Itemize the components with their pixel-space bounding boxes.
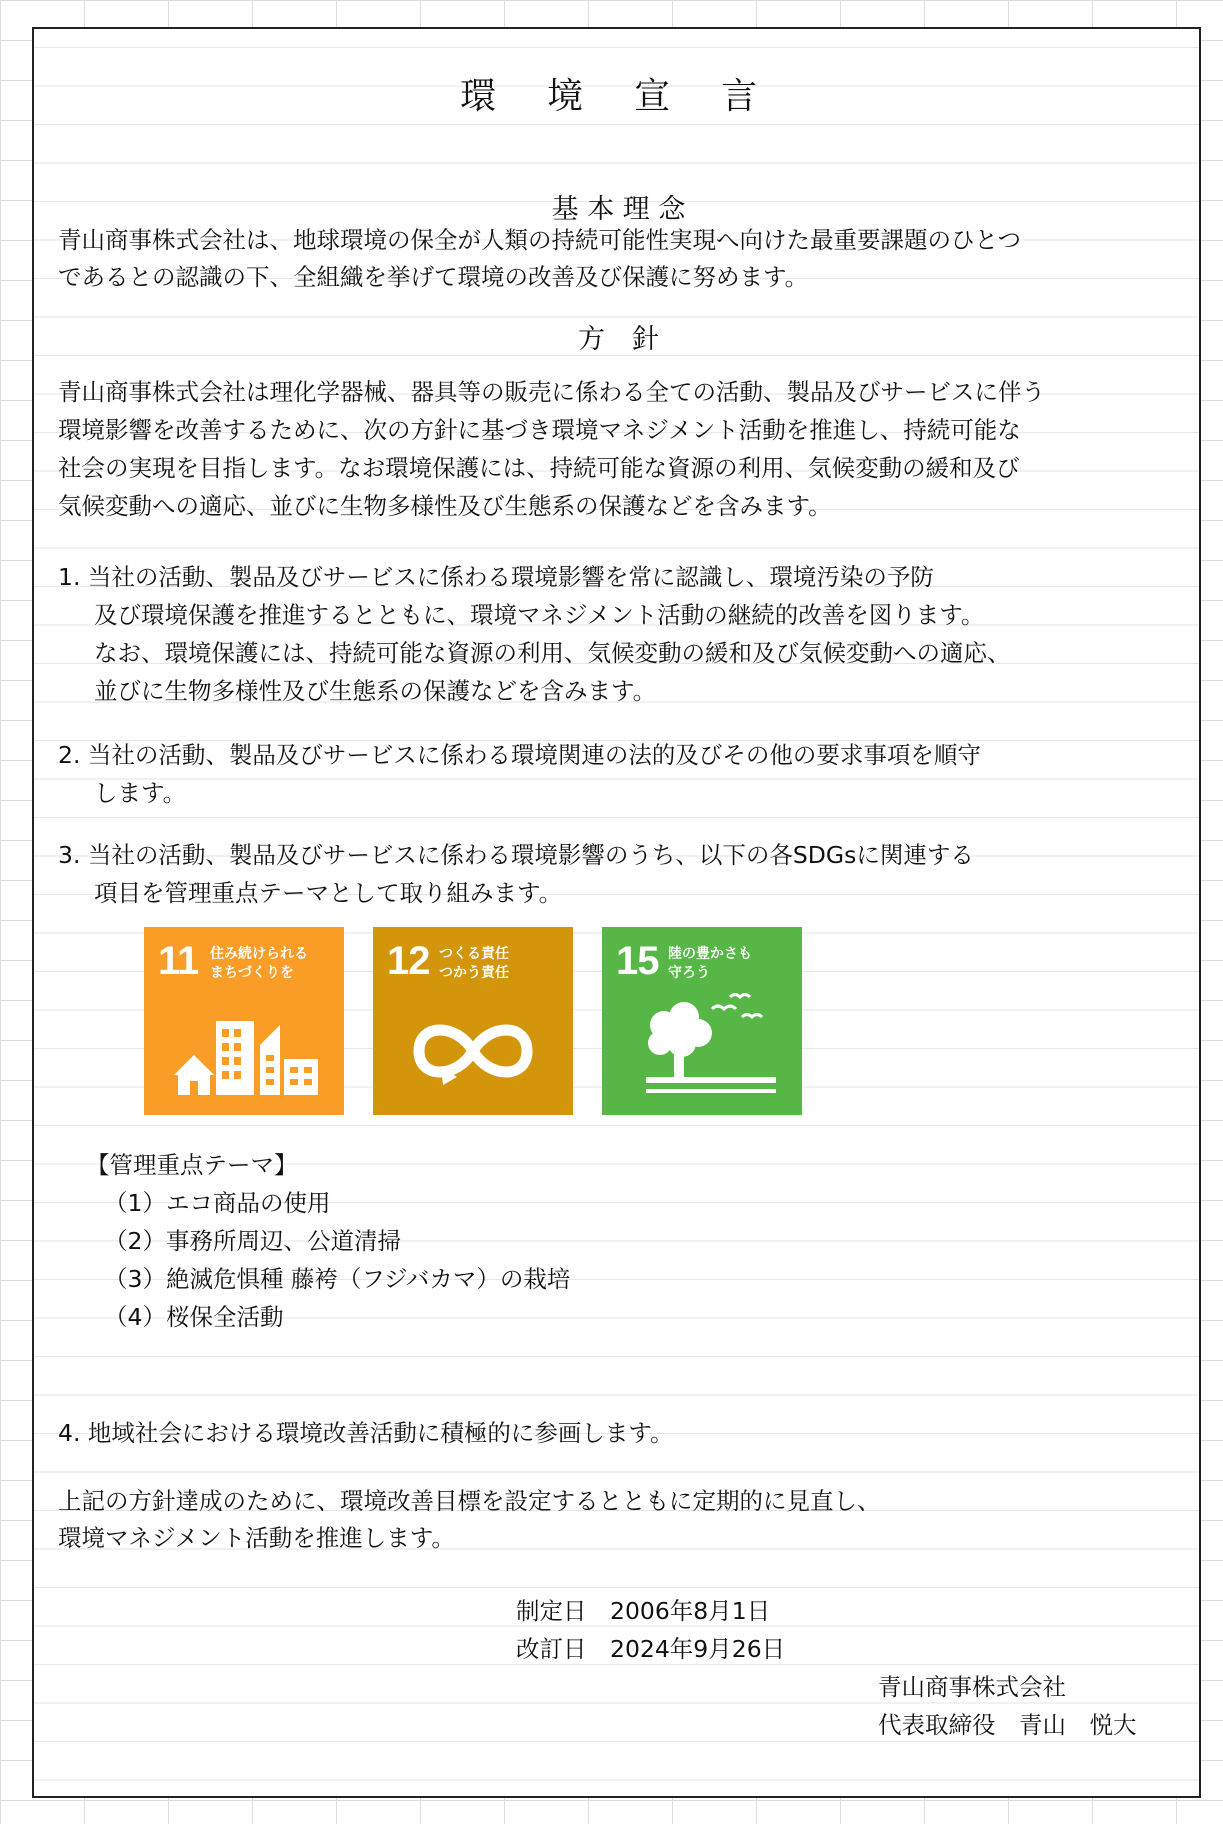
sdg-12-tile [373,927,573,1115]
theme-item: （2）事務所周辺、公道清掃 [104,1227,401,1255]
sdg-label: 陸の豊かさも 守ろう [668,946,752,981]
company-name: 青山商事株式会社 [878,1673,1066,1701]
theme-item: （3）絶滅危惧種 藤袴（フジバカマ）の栽培 [104,1265,571,1293]
sdg-label: つくる責任 つかう責任 [439,946,509,981]
closing-line: 上記の方針達成のために、環境改善目標を設定するとともに定期的に見直し、 [58,1487,881,1515]
sdg-number: 15 [616,939,659,983]
sdg-number: 11 [158,939,199,983]
theme-item: （1）エコ商品の使用 [104,1189,331,1217]
policy-item-1-line: なお、環境保護には、持続可能な資源の利用、気候変動の緩和及び気候変動への適応、 [94,639,1011,667]
policy-item-3-line: 項目を管理重点テーマとして取り組みます。 [94,879,563,907]
policy-heading: 方 針 [578,324,659,355]
policy-intro-line: 環境影響を改善するために、次の方針に基づき環境マネジメント活動を推進し、持続可能な [58,416,1021,444]
sdg-11-tile [144,927,344,1115]
policy-item-4: 4. 地域社会における環境改善活動に積極的に参画します。 [58,1419,674,1447]
policy-item-2-line: します。 [94,779,187,807]
policy-item-1-line: 並びに生物多様性及び生態系の保護などを含みます。 [94,677,657,705]
city-icon [144,927,344,1115]
infinity-icon [373,927,573,1115]
policy-item-3-line: 3. 当社の活動、製品及びサービスに係わる環境影響のうち、以下の各SDGsに関連する [58,841,974,869]
tree-birds-icon [602,927,802,1115]
policy-intro-line: 青山商事株式会社は理化学器械、器具等の販売に係わる全ての活動、製品及びサービスに伴う [58,378,1045,406]
established-date: 制定日 2006年8月1日 [516,1597,771,1625]
philosophy-line: であるとの認識の下、全組織を挙げて環境の改善及び保護に努めます。 [58,263,809,291]
themes-heading: 【管理重点テーマ】 [86,1151,298,1179]
philosophy-line: 青山商事株式会社は、地球環境の保全が人類の持続可能性実現へ向けた最重要課題のひとつ [58,226,1022,254]
sdg-label: 住み続けられる まちづくりを [210,946,308,981]
policy-item-2-line: 2. 当社の活動、製品及びサービスに係わる環境関連の法的及びその他の要求事項を順守 [58,741,981,769]
closing-line: 環境マネジメント活動を推進します。 [58,1524,455,1552]
policy-item-1-line: 及び環境保護を推進するとともに、環境マネジメント活動の継続的改善を図ります。 [94,601,985,629]
declaration-page [32,27,1201,1798]
policy-intro-line: 社会の実現を目指します。なお環境保護には、持続可能な資源の利用、気候変動の緩和及び [58,454,1020,482]
representative-name: 代表取締役 青山 悦大 [878,1711,1137,1739]
page-title: 環 境 宣 言 [460,76,777,117]
revised-date: 改訂日 2024年9月26日 [516,1635,786,1663]
sdg-number: 12 [387,939,430,983]
policy-item-1-line: 1. 当社の活動、製品及びサービスに係わる環境影響を常に認識し、環境汚染の予防 [58,563,934,591]
theme-item: （4）桜保全活動 [104,1303,284,1331]
policy-intro-line: 気候変動への適応、並びに生物多様性及び生態系の保護などを含みます。 [58,492,832,520]
sdg-15-tile [602,927,802,1115]
philosophy-heading: 基 本 理 念 [551,194,686,225]
